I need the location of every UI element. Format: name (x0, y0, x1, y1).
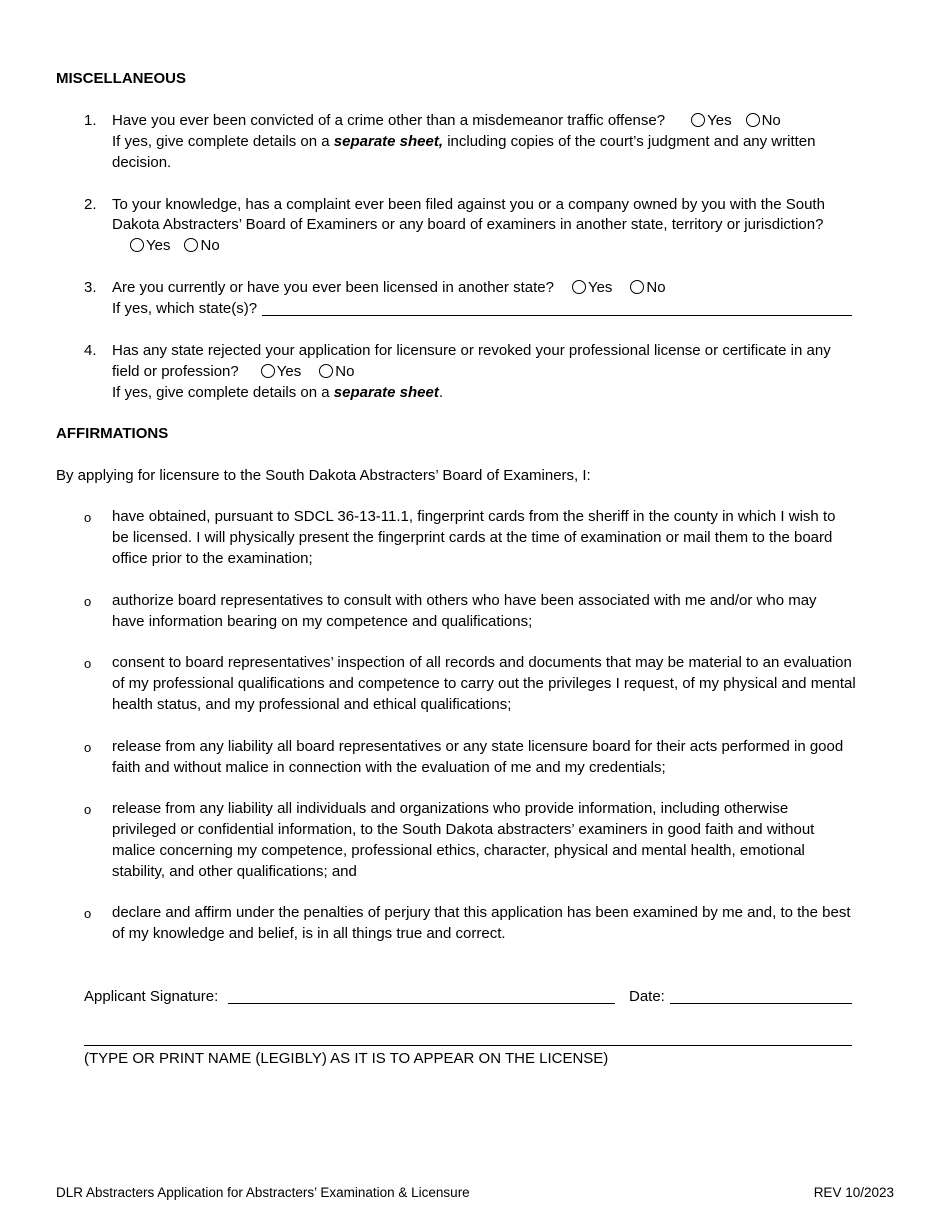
radio-icon[interactable] (630, 280, 644, 294)
no-label: No (200, 237, 220, 254)
question-2-options (116, 235, 220, 256)
affirmation-item-3 (112, 652, 896, 715)
question-4-line1: Has any state rejected your application for licensure or revoked your professional license or certificate in any (112, 342, 831, 359)
affirmation-item-4 (112, 736, 896, 778)
question-2-number: 2. (84, 196, 97, 213)
followup-text: If yes, give complete details on a (112, 384, 334, 401)
yes-label: Yes (707, 112, 732, 129)
question-2-line2: Dakota Abstracters’ Board of Examiners or any board of examiners in another state, territory or jurisdiction? (112, 216, 824, 233)
yes-label: Yes (276, 363, 302, 380)
affirmation-item-6 (112, 902, 896, 944)
question-1-number: 1. (84, 112, 97, 129)
affirmation-item-2 (112, 590, 896, 632)
radio-icon[interactable] (130, 238, 144, 252)
affirmation-line: privileged or confidential information, to the South Dakota abstracters’ examiners in good faith and without (112, 821, 815, 838)
question-4-yes-option[interactable] (261, 361, 301, 382)
bullet-icon: o (84, 906, 92, 921)
affirmation-line: be licensed. I will physically present the fingerprint cards at the time of examination or mail them to the board (112, 529, 833, 546)
followup-text: If yes, give complete details on a (112, 133, 334, 150)
question-3-text: Are you currently or have you ever been licensed in another state? (112, 279, 554, 296)
question-1-followup-line2: decision. (112, 154, 172, 171)
radio-icon[interactable] (261, 364, 275, 378)
affirmation-line: malice concerning my competence, professional ethics, character, physical and mental health, emotional (112, 842, 805, 859)
question-3-followup-label: If yes, which state(s)? (112, 300, 258, 317)
radio-icon[interactable] (319, 364, 333, 378)
affirmation-line: consent to board representatives’ inspection of all records and documents that may be material to an evaluation (112, 654, 852, 671)
affirmation-line: health status, and my professional and ethical qualifications; (112, 696, 512, 713)
affirmation-line: of my professional qualifications and competence to carry out the privileges I request, of my physical and mental (112, 675, 856, 692)
affirmation-item-1 (112, 506, 896, 569)
affirmations-intro: By applying for licensure to the South Dakota Abstracters’ Board of Examiners, I: (56, 467, 591, 484)
affirmation-line: stability, and other qualifications; and (112, 863, 357, 880)
affirmation-line: release from any liability all board representatives or any state licensure board for their acts performed in good (112, 738, 844, 755)
followup-text: . (438, 384, 444, 401)
applicant-signature-label: Applicant Signature: (84, 988, 219, 1005)
affirmations-heading: AFFIRMATIONS (56, 425, 169, 442)
question-2-no-option[interactable] (184, 235, 219, 256)
question-1 (112, 110, 781, 131)
question-1-followup (112, 131, 815, 152)
affirmation-line: have information bearing on my competence and qualifications; (112, 613, 533, 630)
question-2-yes-option[interactable] (130, 235, 170, 256)
radio-icon[interactable] (572, 280, 586, 294)
no-label: No (646, 279, 666, 296)
question-1-yes-option[interactable] (691, 110, 731, 131)
yes-label: Yes (146, 237, 171, 254)
followup-emphasis: separate sheet (333, 384, 439, 401)
radio-icon[interactable] (746, 113, 760, 127)
bullet-icon: o (84, 802, 92, 817)
question-1-no-option[interactable] (746, 110, 781, 131)
question-3-number: 3. (84, 279, 97, 296)
question-4-followup (112, 382, 443, 403)
followup-text: including copies of the court’s judgment and any written (443, 133, 816, 150)
printed-name-line[interactable] (84, 1045, 852, 1046)
affirmation-line: release from any liability all individuals and organizations who provide information, including otherwise (112, 800, 789, 817)
bullet-icon: o (84, 594, 92, 609)
no-label: No (335, 363, 355, 380)
affirmation-line: have obtained, pursuant to SDCL 36-13-11.1, fingerprint cards from the sheriff in the county in which I wish to (112, 508, 836, 525)
bullet-icon: o (84, 510, 92, 525)
affirmation-line: office prior to the examination; (112, 550, 313, 567)
footer-title: DLR Abstracters Application for Abstracters’ Examination & Licensure (56, 1185, 470, 1200)
states-input-line[interactable] (262, 315, 852, 316)
question-3-no-option[interactable] (630, 277, 665, 298)
no-label: No (761, 112, 781, 129)
bullet-icon: o (84, 740, 92, 755)
affirmation-line: authorize board representatives to consult with others who have been associated with me and/or who may (112, 592, 817, 609)
question-4-no-option[interactable] (319, 361, 354, 382)
question-1-text: Have you ever been convicted of a crime other than a misdemeanor traffic offense? (112, 112, 666, 129)
question-4-text: field or profession? (112, 363, 239, 380)
bullet-icon: o (84, 656, 92, 671)
affirmation-item-5 (112, 798, 896, 882)
misc-heading: MISCELLANEOUS (56, 70, 187, 87)
affirmation-line: of my knowledge and belief, is in all things true and correct. (112, 925, 506, 942)
question-4-number: 4. (84, 342, 97, 359)
question-3 (112, 277, 666, 298)
yes-label: Yes (587, 279, 613, 296)
applicant-signature-line[interactable] (228, 1003, 615, 1004)
printed-name-caption: (TYPE OR PRINT NAME (LEGIBLY) AS IT IS TO APPEAR ON THE LICENSE) (84, 1050, 609, 1067)
date-label: Date: (629, 988, 665, 1005)
question-3-yes-option[interactable] (572, 277, 612, 298)
affirmation-line: declare and affirm under the penalties of perjury that this application has been examined by me and, to the best (112, 904, 851, 921)
radio-icon[interactable] (691, 113, 705, 127)
radio-icon[interactable] (184, 238, 198, 252)
question-4-line2 (112, 361, 354, 382)
followup-emphasis: separate sheet, (333, 133, 444, 150)
affirmation-line: faith and without malice in connection with the evaluation of me and my credentials; (112, 759, 666, 776)
footer-revision: REV 10/2023 (813, 1185, 894, 1200)
date-line[interactable] (670, 1003, 852, 1004)
question-2-line1: To your knowledge, has a complaint ever been filed against you or a company owned by you with the South (112, 196, 825, 213)
